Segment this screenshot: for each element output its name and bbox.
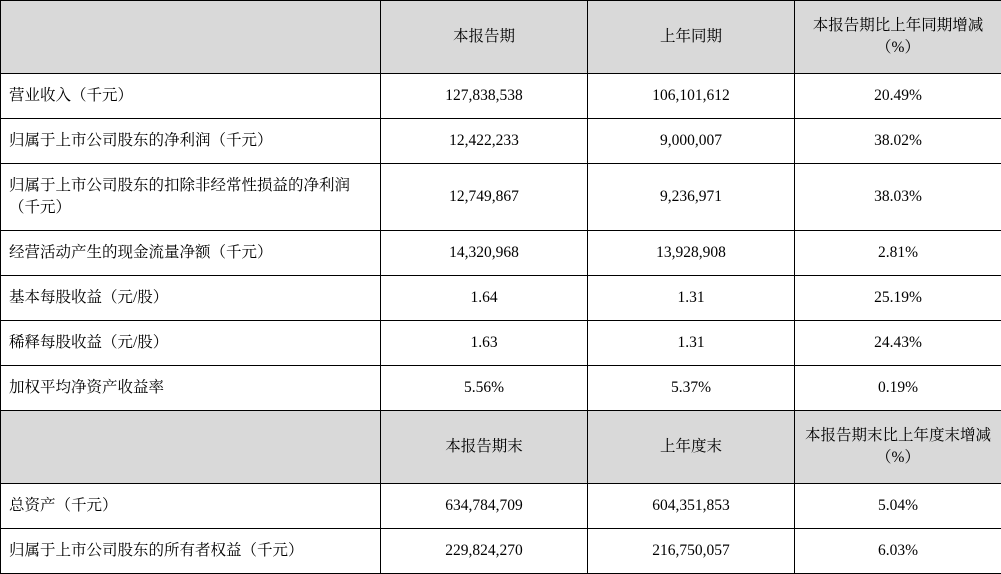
row-current-value: 5.56% [381, 366, 588, 411]
row-change-value: 38.02% [795, 119, 1001, 164]
row-previous-value: 9,236,971 [588, 164, 795, 231]
header-cell-change-period: 本报告期比上年同期增减（%） [795, 1, 1001, 74]
row-current-value: 127,838,538 [381, 74, 588, 119]
table-header-row-period-end [1, 411, 1001, 484]
table-row [1, 231, 1001, 276]
header-cell-previous-year-end: 上年度末 [588, 411, 795, 484]
table-row [1, 529, 1001, 574]
row-change-value: 38.03% [795, 164, 1001, 231]
row-label: 总资产（千元） [1, 484, 381, 529]
row-previous-value: 604,351,853 [588, 484, 795, 529]
row-current-value: 634,784,709 [381, 484, 588, 529]
row-change-value: 0.19% [795, 366, 1001, 411]
row-change-value: 5.04% [795, 484, 1001, 529]
table-row [1, 74, 1001, 119]
row-change-value: 25.19% [795, 276, 1001, 321]
row-current-value: 1.63 [381, 321, 588, 366]
header-cell-current-period: 本报告期 [381, 1, 588, 74]
table-header-row-period [1, 1, 1001, 74]
header-cell-current-period-end: 本报告期末 [381, 411, 588, 484]
row-current-value: 14,320,968 [381, 231, 588, 276]
row-current-value: 12,422,233 [381, 119, 588, 164]
row-previous-value: 9,000,007 [588, 119, 795, 164]
table-row [1, 119, 1001, 164]
table-row [1, 321, 1001, 366]
row-change-value: 2.81% [795, 231, 1001, 276]
row-label: 经营活动产生的现金流量净额（千元） [1, 231, 381, 276]
row-label: 加权平均净资产收益率 [1, 366, 381, 411]
table-row [1, 366, 1001, 411]
header-cell-blank [1, 1, 381, 74]
row-label: 基本每股收益（元/股） [1, 276, 381, 321]
row-current-value: 229,824,270 [381, 529, 588, 574]
header-cell-change-period-end: 本报告期末比上年度末增减（%） [795, 411, 1001, 484]
header-cell-blank-2 [1, 411, 381, 484]
row-label: 归属于上市公司股东的扣除非经常性损益的净利润（千元） [1, 164, 381, 231]
table-row [1, 276, 1001, 321]
row-label: 营业收入（千元） [1, 74, 381, 119]
table-row [1, 164, 1001, 231]
row-previous-value: 1.31 [588, 321, 795, 366]
row-previous-value: 216,750,057 [588, 529, 795, 574]
row-label: 稀释每股收益（元/股） [1, 321, 381, 366]
row-label: 归属于上市公司股东的所有者权益（千元） [1, 529, 381, 574]
row-current-value: 1.64 [381, 276, 588, 321]
row-current-value: 12,749,867 [381, 164, 588, 231]
table-row [1, 484, 1001, 529]
row-change-value: 24.43% [795, 321, 1001, 366]
row-change-value: 6.03% [795, 529, 1001, 574]
row-label: 归属于上市公司股东的净利润（千元） [1, 119, 381, 164]
row-previous-value: 13,928,908 [588, 231, 795, 276]
row-previous-value: 5.37% [588, 366, 795, 411]
header-cell-previous-period: 上年同期 [588, 1, 795, 74]
row-previous-value: 1.31 [588, 276, 795, 321]
row-change-value: 20.49% [795, 74, 1001, 119]
row-previous-value: 106,101,612 [588, 74, 795, 119]
